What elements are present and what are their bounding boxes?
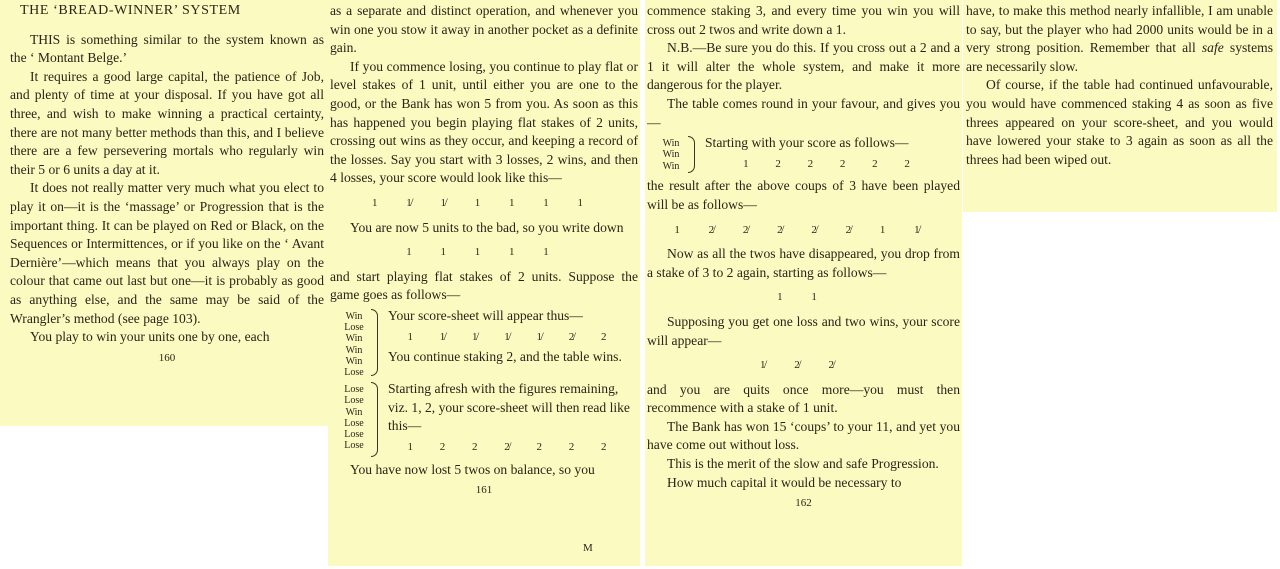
paragraph: If you commence losing, you continue to play flat or level stakes of 1 unit, until either you are one to the good, or the Bank has won 5 from you. As soon as this has happened you begin playing flat stakes of 2 units, crossing out wins as they occur, and keeping a record of the losses. Say you start with 3 losses, 2 wins, and then 4 losses, your score would look like this— [330,58,638,186]
chapter-heading: THE ‘BREAD-WINNER’ SYSTEM [20,3,241,18]
outcome-label: Win [345,310,363,322]
game-block-3 [657,134,960,175]
page-162 [645,0,962,566]
paragraph: This is the merit of the slow and safe Progression. [667,456,939,472]
page-161 [328,0,640,566]
score-line: 1 1 [777,291,830,304]
paragraph: THIS is something similar to the system known as the ‘ Montant Belge.’ [10,31,324,66]
paragraph: It requires a good large capital, the patience of Job, and plenty of time at your disposal. If you have got all three, and wish to make winning a practical certainty, there are not many better methods than this, and I believe there are a few persevering mortals who regularly win their 5 or 6 units a day at it. [10,68,324,177]
paragraph: The table comes round in your favour, and gives you— [647,95,960,130]
score-line: 1̸ 2̸ 2̸ [760,359,847,372]
brace-icon [368,307,382,378]
block-text [382,380,638,458]
score-line: 1 1 1 1 1 [406,246,562,259]
text-span: systems are necessarily slow. [966,40,1273,74]
brace-icon [368,380,382,458]
page-160 [0,0,328,426]
page-number: 162 [795,497,812,510]
outcome-label: Win [662,160,680,172]
paragraph: You play to win your units one by one, each [30,329,270,345]
outcome-label: Lose [344,428,364,440]
emphasis-text: safe [1201,40,1224,56]
outcome-label: Lose [344,384,364,396]
outcome-labels [340,380,368,458]
score-line: 1 2̸ 2̸ 2̸ 2̸ 2̸ 1 1̸ [674,223,933,236]
paragraph: Supposing you get one loss and two wins, your score will appear— [647,313,960,348]
outcome-label: Lose [344,322,364,334]
page-number: 160 [158,351,176,364]
score-line: 1 1̸ 1̸ 1̸ 1̸ 2̸ 2 [407,330,619,343]
score-line: 1 1̸ 1̸ 1 1 1 1 [372,196,596,209]
paragraph: It does not really matter very much what you elect to play it on—it is the ‘massage’ or Progression that is the important thing. It can be played on Red or Black, on the Sequences or Intermittences, or if you like on the ‘ Avant Dernière’—which means that you always play on the colour that came out last but one—it is probably as good as anything else, and the same may be said of the Wrangler’s method (see page 103). [10,180,324,326]
block-line: Your score-sheet will appear thus— [388,307,583,323]
block-text [699,134,960,175]
brace-icon [685,134,699,175]
page-163 [963,0,1277,212]
outcome-labels [340,307,368,378]
block-text [382,307,638,378]
paragraph: You have now lost 5 twos on balance, so you [350,461,595,477]
paragraph: as a separate and distinct operation, and whenever you win one you stow it away in another pocket as a definite gain. [330,3,638,56]
outcome-label: Win [345,355,363,367]
paragraph: The Bank has won 15 ‘coups’ to your 11, and yet you have come out without loss. [647,418,960,453]
paragraph: and start playing flat stakes of 2 units. Suppose the game goes as follows— [330,268,638,303]
paragraph: Now as all the twos have disappeared, you drop from a stake of 3 to 2 again, starting as follows— [647,246,960,280]
game-block-1 [340,307,638,378]
outcome-label: Win [345,333,363,345]
outcome-labels [657,134,685,175]
outcome-label: Win [662,138,680,150]
paragraph: N.B.—Be sure you do this. If you cross out a 2 and a 1 it will alter the whole system, and make it more dangerous for the player. [647,40,960,93]
score-line: 1 2 2 2 2 2 [743,157,922,170]
outcome-label: Lose [344,417,364,429]
outcome-label: Win [345,406,363,418]
paragraph: the result after the above coups of 3 have been played will be as follows— [647,178,960,212]
outcome-label: Win [662,149,680,161]
outcome-label: Win [345,344,363,356]
text-span: have, to make this method nearly infallible, I am unable to say, but the player who had 2000 units would be in a very strong position. Remember that all [966,3,1273,56]
paragraph [966,2,1273,76]
paragraph: and you are quits once more—you must then recommence with a stake of 1 unit. [647,381,960,416]
outcome-label: Lose [344,440,364,452]
score-line: 1 2 2 2̸ 2 2 2 [407,440,619,453]
game-block-2 [340,380,638,458]
paragraph: commence staking 3, and every time you win you will cross out 2 twos and write down a 1. [647,3,960,37]
outcome-label: Lose [344,395,364,407]
paragraph: Of course, if the table had continued unfavourable, you would have commenced staking 4 as soon as five threes appeared on your score-sheet, and you would have lowered your stake to 3 again as soon as all the threes had been wiped out. [966,77,1273,167]
page-number: 161 [475,484,493,497]
paragraph: You are now 5 units to the bad, so you write down [350,219,624,235]
block-line: Starting afresh with the figures remaining, viz. 1, 2, your score-sheet will then read like this— [388,381,630,434]
block-line: You continue staking 2, and the table wins. [388,349,622,365]
paragraph: How much capital it would be necessary to [667,474,902,490]
signature-mark: M [583,542,593,555]
block-line: Starting with your score as follows— [705,135,909,151]
outcome-label: Lose [344,366,364,378]
